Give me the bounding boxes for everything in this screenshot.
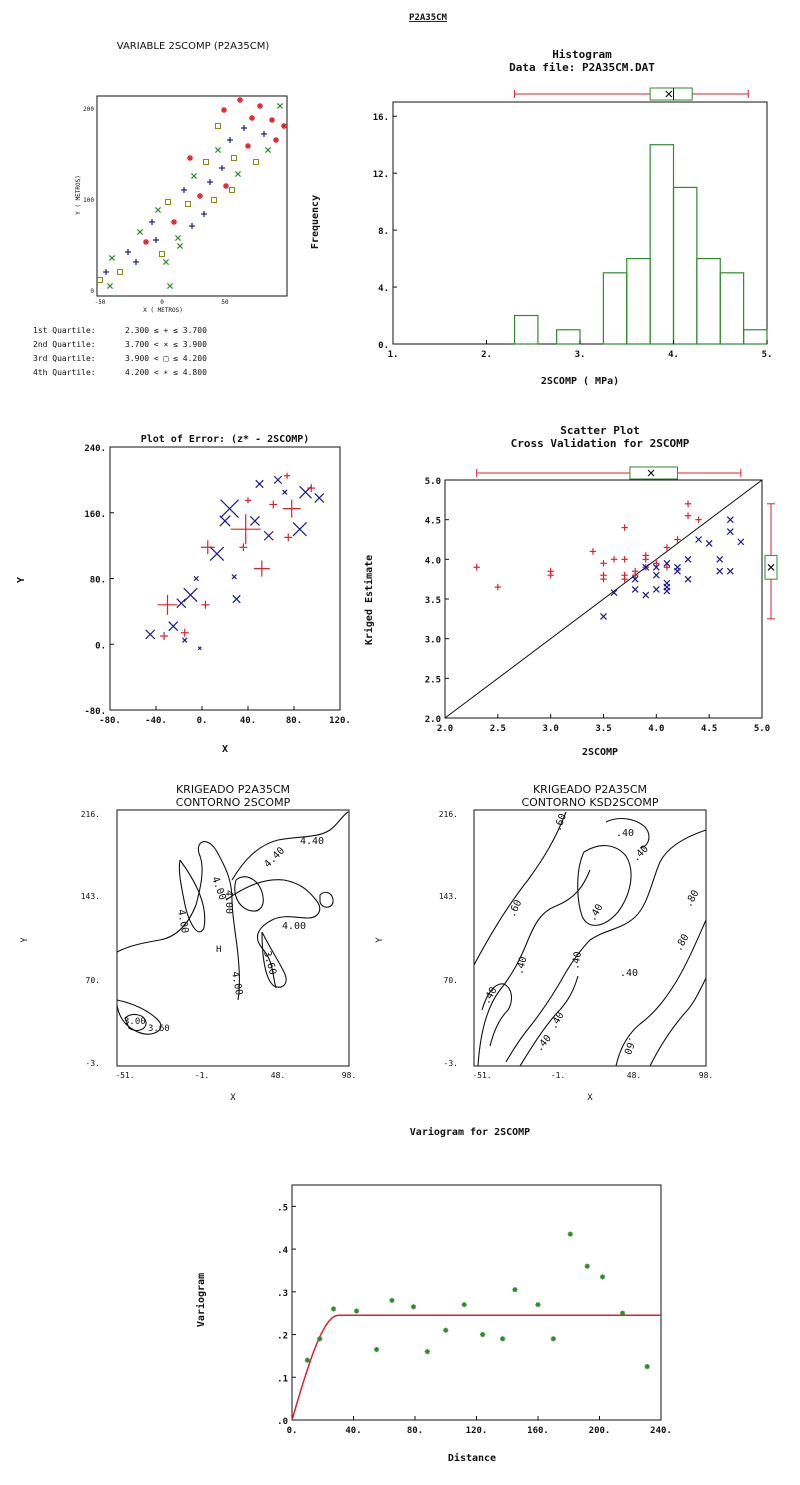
location-point <box>204 160 209 165</box>
error-plot-ytick-label: -80. <box>84 707 106 717</box>
contour-2scomp-title: KRIGEADO P2A35CM <box>175 783 291 796</box>
error-point <box>284 533 292 541</box>
legend-range: 3.700 < × ≤ 3.900 <box>125 340 207 349</box>
contour-ksd-ytick: 70. <box>443 976 458 985</box>
location-point <box>171 219 177 225</box>
contour-ksd-ylabel: Y <box>375 937 385 943</box>
variogram-point <box>389 1298 394 1303</box>
location-map-ytick: 0 <box>90 288 94 295</box>
cross-validation-point <box>547 572 553 578</box>
location-point <box>186 202 191 207</box>
location-point <box>187 155 193 161</box>
variogram-point <box>600 1274 605 1279</box>
location-point <box>273 137 279 143</box>
histogram-bar <box>650 145 673 344</box>
cross-validation-point <box>653 586 659 592</box>
cross-validation-point <box>600 576 606 582</box>
variogram-point <box>354 1308 359 1313</box>
contour-label: .40 <box>616 828 635 839</box>
location-point <box>167 283 172 288</box>
histogram-ytick-label: 0. <box>378 341 389 351</box>
error-point <box>201 540 215 554</box>
legend-range: 2.300 ≤ + ≤ 3.700 <box>125 326 207 335</box>
contour-line <box>235 877 263 911</box>
histogram-ytick-label: 12. <box>372 170 389 181</box>
error-point <box>254 561 270 577</box>
location-map-xlabel: X ( METROS) <box>143 307 183 314</box>
cross-validation-diagonal <box>445 480 762 718</box>
variogram-point <box>425 1349 430 1354</box>
contour-ksd-lines <box>474 812 706 1066</box>
location-point <box>137 229 142 234</box>
variogram-point <box>374 1347 379 1352</box>
contour-label: .60 <box>506 898 525 920</box>
contour-2scomp-ylabel: Y <box>20 937 30 943</box>
contour-label: .40 <box>548 1010 567 1032</box>
variogram-xtick-label: 200. <box>588 1426 611 1436</box>
location-point <box>181 187 187 193</box>
cross-validation-point <box>695 516 701 522</box>
location-map-ytick: 100 <box>83 197 94 204</box>
histogram-bar <box>697 259 720 344</box>
cross-validation-ytick-label: 4.0 <box>424 556 441 567</box>
error-point <box>315 493 324 502</box>
contour-2scomp-xlabel: X <box>230 1093 236 1103</box>
histogram-subtitle: Data file: P2A35CM.DAT <box>509 61 655 74</box>
location-point <box>277 103 282 108</box>
cross-validation-point <box>600 560 606 566</box>
location-point <box>107 283 112 288</box>
cross-validation-point <box>727 529 733 535</box>
location-point <box>125 249 131 255</box>
contour-label: .40 <box>620 968 639 979</box>
cross-validation-point <box>601 613 607 619</box>
variogram-point <box>535 1302 540 1307</box>
error-point <box>232 575 237 580</box>
location-point <box>143 239 149 245</box>
cross-validation-xbox-median <box>648 470 654 476</box>
contour-2scomp-ytick: 143. <box>80 892 100 901</box>
location-point <box>212 198 217 203</box>
location-map <box>33 41 287 377</box>
variogram-point <box>443 1328 448 1333</box>
cross-validation-point <box>738 539 744 545</box>
legend-label: 3rd Quartile: <box>33 354 96 363</box>
variogram-chart <box>195 1126 672 1464</box>
variogram-ytick-label: .5 <box>277 1203 288 1214</box>
cross-validation-point <box>643 556 649 562</box>
contour-label: H <box>216 945 222 955</box>
contour-ksd-labels <box>481 812 702 1055</box>
histogram-bar <box>674 187 697 344</box>
contour-ksd-ytick: 216. <box>438 810 458 819</box>
error-plot-xtick-label: -40. <box>145 716 167 726</box>
location-point <box>216 124 221 129</box>
contour-ksd-subtitle: CONTORNO KSD2SCOMP <box>521 796 659 809</box>
cross-validation-point <box>621 524 627 530</box>
location-point <box>215 147 220 152</box>
legend-label: 4th Quartile: <box>33 368 96 377</box>
location-map-ylabel: Y ( METROS) <box>75 175 82 215</box>
error-point <box>293 522 307 536</box>
histogram-ylabel: Frequency <box>310 194 321 250</box>
error-plot-frame <box>110 447 340 710</box>
contour-line <box>320 892 333 907</box>
contour-2scomp-xtick: -1. <box>194 1071 210 1080</box>
error-point <box>250 516 259 525</box>
cross-validation-point <box>727 568 733 574</box>
contour-label: 4.00 <box>223 890 234 915</box>
contour-label: 4.40 <box>262 845 288 871</box>
error-plot-ylabel: Y <box>16 576 27 584</box>
histogram-xtick-label: 5. <box>761 350 773 360</box>
location-map-xtick: 50 <box>221 299 229 306</box>
error-point <box>283 490 288 495</box>
cross-validation-ytick-label: 3.0 <box>424 635 441 646</box>
location-point <box>241 125 247 131</box>
histogram-xlabel: 2SCOMP ( MPa) <box>540 376 620 387</box>
error-point <box>210 547 224 561</box>
location-point <box>245 143 251 149</box>
histogram-ytick-label: 4. <box>378 284 389 295</box>
histogram-xtick-label: 1. <box>387 350 399 360</box>
location-map-legend <box>33 326 207 377</box>
error-point <box>194 576 199 581</box>
contour-label: .40 <box>533 1033 554 1054</box>
cross-validation-ytick-label: 4.5 <box>424 516 441 527</box>
contour-ksd-xtick: -1. <box>550 1071 566 1080</box>
variogram-point <box>551 1336 556 1341</box>
location-point <box>230 188 235 193</box>
variogram-point <box>317 1336 322 1341</box>
contour-label: 4.00 <box>175 908 191 935</box>
location-point <box>155 207 160 212</box>
cross-validation-point <box>495 584 501 590</box>
cross-validation-point <box>696 537 702 543</box>
cross-validation-ybox-median <box>768 564 774 570</box>
error-point <box>181 629 189 637</box>
contour-2scomp-subtitle: CONTORNO 2SCOMP <box>175 796 291 809</box>
error-plot-xtick-label: 80. <box>285 716 303 726</box>
location-point <box>223 183 229 189</box>
cross-validation-point <box>717 556 723 562</box>
cross-validation-xtick-label: 2.0 <box>436 724 454 734</box>
contour-label: .40 <box>570 950 585 971</box>
variogram-ytick-label: .4 <box>277 1246 288 1257</box>
location-point <box>103 269 109 275</box>
location-point <box>175 235 180 240</box>
location-point <box>249 115 255 121</box>
histogram-xtick-label: 3. <box>574 350 586 360</box>
contour-label: 4.40 <box>300 836 325 847</box>
cross-validation-ytick-label: 5.0 <box>424 477 441 487</box>
location-point <box>257 103 263 109</box>
variogram-model-line <box>292 1315 661 1420</box>
variogram-ytick-label: .3 <box>277 1288 288 1299</box>
location-map-xtick: 0 <box>160 299 164 306</box>
contour-ksd-xtick: 48. <box>626 1071 642 1080</box>
error-point <box>146 630 155 639</box>
contour-ksd-xlabel: X <box>587 1093 593 1103</box>
error-plot-xtick-label: -80. <box>99 716 121 726</box>
error-point <box>221 500 239 518</box>
location-point <box>269 117 275 123</box>
cross-validation-xtick-label: 4.5 <box>701 724 718 734</box>
error-point <box>264 531 273 540</box>
cross-validation-point <box>590 548 596 554</box>
cross-validation-point <box>727 517 733 523</box>
histogram-title: Histogram <box>552 48 612 61</box>
cross-validation-xtick-label: 5.0 <box>753 724 771 734</box>
cross-validation-xtick-label: 2.5 <box>489 724 506 734</box>
variogram-title: Variogram for 2SCOMP <box>409 1127 531 1138</box>
contour-label: 4.00 <box>209 875 228 902</box>
location-point <box>201 211 207 217</box>
variogram-point <box>411 1304 416 1309</box>
cross-validation-subtitle: Cross Validation for 2SCOMP <box>510 437 690 450</box>
location-point <box>207 179 213 185</box>
contour-2scomp-ytick: 216. <box>80 810 100 819</box>
location-point <box>227 137 233 143</box>
contour-label: 4.00 <box>229 970 245 997</box>
histogram-bar <box>720 273 743 344</box>
cross-validation-point <box>685 513 691 519</box>
error-point <box>256 480 264 488</box>
contour-label: 4.00 <box>282 921 307 932</box>
histogram-ytick-label: 16. <box>372 113 389 124</box>
legend-range: 3.900 < □ ≤ 4.200 <box>125 354 207 363</box>
variogram-point <box>500 1336 505 1341</box>
location-point <box>265 147 270 152</box>
contour-line <box>474 812 566 965</box>
error-point <box>245 497 251 503</box>
variogram-point <box>620 1311 625 1316</box>
variogram-point <box>331 1306 336 1311</box>
variogram-ytick-label: .1 <box>277 1374 288 1385</box>
histogram-bar <box>515 316 538 344</box>
variogram-xtick-label: 160. <box>527 1426 549 1436</box>
location-point <box>153 237 159 243</box>
cross-validation-xbox <box>630 467 678 479</box>
location-point <box>281 123 287 129</box>
cross-validation-ylabel: Kriged Estimate <box>364 554 375 646</box>
location-point <box>261 131 267 137</box>
cross-validation-point <box>706 540 712 546</box>
error-plot-ytick-label: 240. <box>84 444 106 454</box>
contour-2scomp-xtick: -51. <box>115 1071 135 1080</box>
page-title: P2A35CM <box>409 13 447 23</box>
contour-label: .60 <box>552 812 569 834</box>
error-point <box>284 473 290 479</box>
error-point <box>183 638 188 643</box>
location-point <box>177 243 182 248</box>
variogram-point <box>480 1332 485 1337</box>
cross-validation-chart <box>363 424 777 758</box>
histogram-bar <box>603 273 626 344</box>
contour-ksd-ytick: -3. <box>443 1059 458 1068</box>
contour-ksd-xtick: -51. <box>472 1071 492 1080</box>
cross-validation-point <box>717 568 723 574</box>
error-point <box>158 595 178 615</box>
error-plot-ytick-label: 80. <box>89 575 106 586</box>
variogram-xtick-label: 40. <box>345 1426 362 1436</box>
variogram-xlabel: Distance <box>447 1453 497 1464</box>
variogram-point <box>585 1264 590 1269</box>
variogram-xtick-label: 80. <box>406 1426 424 1436</box>
contour-2scomp-ytick: 70. <box>85 976 100 985</box>
contour-label: .40 <box>587 902 606 924</box>
contour-line <box>578 846 631 926</box>
error-plot-title: Plot of Error: (z* - 2SCOMP) <box>140 434 310 445</box>
contour-ksd-ytick: 143. <box>438 892 458 901</box>
cross-validation-point <box>632 586 638 592</box>
contour-label: .80 <box>683 888 702 910</box>
legend-range: 4.200 < ∗ ≤ 4.800 <box>125 368 207 377</box>
variogram-ytick-label: .0 <box>277 1417 288 1427</box>
histogram-chart <box>310 48 772 387</box>
location-point <box>235 171 240 176</box>
error-point <box>307 484 315 492</box>
error-plot-ytick-label: 0. <box>95 641 106 652</box>
location-map-frame <box>97 96 287 296</box>
contour-label: 3.60 <box>261 949 278 977</box>
error-point <box>283 500 301 518</box>
error-plot-ytick-label: 160. <box>84 509 106 520</box>
cross-validation-ytick-label: 2.5 <box>424 675 441 686</box>
cross-validation-title: Scatter Plot <box>560 424 640 437</box>
contour-ksd-xtick: 98. <box>698 1071 714 1080</box>
variogram-xtick-label: 0. <box>286 1426 298 1436</box>
error-plot-chart <box>16 434 351 755</box>
cross-validation-point <box>643 592 649 598</box>
variogram-point <box>512 1287 517 1292</box>
error-plot-xtick-label: 0. <box>196 716 208 726</box>
contour-label: .60 <box>621 1034 638 1056</box>
variogram-point <box>645 1364 650 1369</box>
location-point <box>221 107 227 113</box>
cross-validation-point <box>685 501 691 507</box>
variogram-frame <box>292 1185 661 1420</box>
location-point <box>149 219 155 225</box>
cross-validation-ytick-label: 2.0 <box>424 715 441 725</box>
error-point <box>231 514 261 544</box>
location-point <box>118 270 123 275</box>
error-point <box>177 599 186 608</box>
location-map-points <box>98 97 288 289</box>
histogram-boxplot-box <box>650 88 692 100</box>
contour-label: 3.60 <box>148 1024 170 1034</box>
cross-validation-point <box>664 584 670 590</box>
error-point <box>169 622 178 631</box>
location-point <box>160 252 165 257</box>
contour-label: .40 <box>514 955 530 976</box>
contour-label: 3.00 <box>124 1017 146 1027</box>
location-point <box>189 223 195 229</box>
contour-2scomp-ytick: -3. <box>85 1059 100 1068</box>
error-plot-xtick-label: 120. <box>329 716 351 726</box>
error-point <box>201 601 209 609</box>
histogram-boxplot-mean <box>666 91 672 97</box>
cross-validation-point <box>611 556 617 562</box>
contour-label: .40 <box>630 843 651 865</box>
histogram-frame <box>393 102 767 344</box>
variogram-ytick-label: .2 <box>277 1331 288 1342</box>
cross-validation-ytick-label: 3.5 <box>424 596 441 606</box>
contour-ksd-chart <box>375 783 713 1103</box>
cross-validation-xtick-label: 3.5 <box>595 724 612 734</box>
contour-line <box>650 978 706 1066</box>
contour-line <box>232 812 348 880</box>
location-point <box>191 173 196 178</box>
location-point <box>109 255 114 260</box>
histogram-ytick-label: 8. <box>378 227 389 238</box>
location-map-title: VARIABLE 2SCOMP (P2A35CM) <box>116 41 270 52</box>
legend-label: 1st Quartile: <box>33 326 96 335</box>
variogram-xtick-label: 240. <box>650 1426 672 1436</box>
histogram-bar <box>627 259 650 344</box>
cross-validation-point <box>685 556 691 562</box>
location-map-ytick: 200 <box>83 106 94 113</box>
location-point <box>232 156 237 161</box>
location-point <box>237 97 243 103</box>
legend-label: 2nd Quartile: <box>33 340 96 349</box>
location-point <box>166 200 171 205</box>
error-point <box>233 595 241 603</box>
cross-validation-point <box>685 576 691 582</box>
cross-validation-point <box>674 564 680 570</box>
location-point <box>219 165 225 171</box>
cross-validation-xlabel: 2SCOMP <box>581 747 619 758</box>
contour-label: .40 <box>481 985 500 1007</box>
histogram-bar <box>744 330 767 344</box>
location-point <box>133 259 139 265</box>
location-point <box>254 160 259 165</box>
error-point <box>160 632 168 640</box>
variogram-point <box>568 1232 573 1237</box>
location-point <box>163 259 168 264</box>
contour-label: .80 <box>673 932 692 954</box>
error-plot-xlabel: X <box>221 744 229 755</box>
variogram-xtick-label: 120. <box>465 1426 488 1436</box>
variogram-ylabel: Variogram <box>196 1272 207 1328</box>
error-point <box>274 476 282 484</box>
histogram-bar <box>557 330 580 344</box>
error-point <box>184 588 198 602</box>
error-point <box>239 543 247 551</box>
contour-ksd-title: KRIGEADO P2A35CM <box>532 783 648 796</box>
variogram-point <box>305 1358 310 1363</box>
location-point <box>197 193 203 199</box>
contour-2scomp-chart <box>20 783 356 1103</box>
histogram-xtick-label: 4. <box>668 350 679 360</box>
cross-validation-point <box>621 556 627 562</box>
error-point <box>269 501 277 509</box>
histogram-xtick-label: 2. <box>481 350 492 360</box>
contour-line <box>520 976 578 1066</box>
location-point <box>98 278 103 283</box>
contour-2scomp-xtick: 98. <box>341 1071 357 1080</box>
error-point <box>198 647 201 650</box>
cross-validation-point <box>653 572 659 578</box>
cross-validation-point <box>474 564 480 570</box>
cross-validation-xtick-label: 4.0 <box>648 724 665 734</box>
error-plot-xtick-label: 40. <box>239 716 257 726</box>
location-map-xtick: -50 <box>94 299 106 306</box>
contour-2scomp-xtick: 48. <box>270 1071 286 1080</box>
cross-validation-xtick-label: 3.0 <box>542 724 559 734</box>
variogram-point <box>462 1302 467 1307</box>
